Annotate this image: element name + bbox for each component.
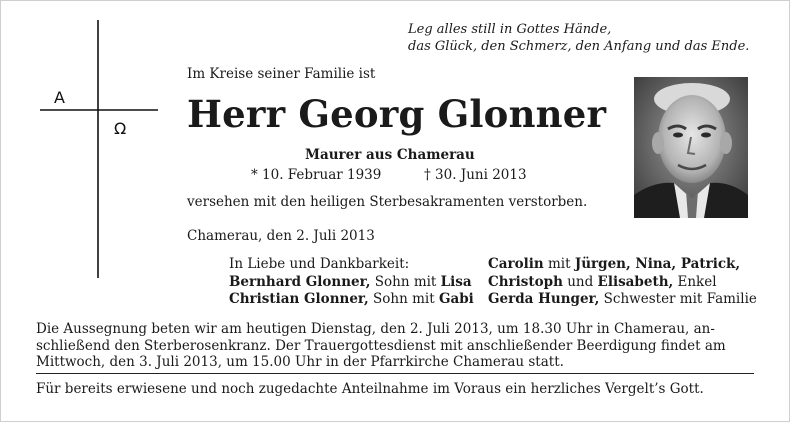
mourner-line <box>488 256 757 274</box>
sacraments-text: versehen mit den heiligen Sterbesakramenten verstorben. <box>187 194 588 210</box>
mourner-line <box>488 291 757 309</box>
alpha-symbol: A <box>54 88 65 107</box>
mourner-name: Carolin <box>488 256 544 272</box>
service-line-2: schließend den Sterberosenkranz. Der Trauergottesdienst mit anschließender Beerdigung findet am <box>36 337 726 354</box>
mourner-name: Christian Glonner, <box>229 291 369 307</box>
occupation: Maurer aus Chamerau <box>305 147 475 163</box>
mourner-partner: Jürgen, Nina, Patrick, <box>574 256 741 272</box>
intro-text: Im Kreise seiner Familie ist <box>187 66 376 82</box>
mourner-partner: Lisa <box>440 273 472 290</box>
death-date: † 30. Juni 2013 <box>424 167 527 183</box>
service-line-3: Mittwoch, den 3. Juli 2013, um 15.00 Uhr in der Pfarrkirche Chamerau statt. <box>36 354 564 370</box>
divider <box>36 373 754 374</box>
mourner-name: Christoph <box>488 273 563 290</box>
mourner-line <box>229 274 474 292</box>
mourners-heading: In Liebe und Dankbarkeit: <box>229 256 410 272</box>
mourner-relation: Sohn mit <box>370 273 441 290</box>
mourner-relation: Sohn mit <box>368 291 439 307</box>
service-line-1: Die Aussegnung beten wir am heutigen Dienstag, den 2. Juli 2013, um 18.30 Uhr in Chamerau, an- <box>36 321 715 337</box>
omega-symbol: Ω <box>114 119 127 138</box>
mourner-relation: Enkel <box>673 273 717 290</box>
deceased-name: Herr Georg Glonner <box>187 92 607 136</box>
portrait-photo <box>634 77 748 218</box>
mourner-line <box>488 274 757 292</box>
mourner-line <box>229 291 474 309</box>
verse <box>408 21 749 55</box>
mourner-relation: mit <box>543 256 575 272</box>
birth-date: * 10. Februar 1939 <box>251 167 382 183</box>
place-date: Chamerau, den 2. Juli 2013 <box>187 228 375 244</box>
mourner-relation: und <box>562 273 598 290</box>
mourner-name: Gerda Hunger, <box>488 291 600 307</box>
mourner-partner: Elisabeth, <box>597 273 674 290</box>
mourner-partner: Gabi <box>438 291 474 307</box>
service-details <box>36 321 754 371</box>
cross-icon <box>40 20 160 280</box>
mourner-name: Bernhard Glonner, <box>229 273 371 290</box>
mourners-left <box>229 256 474 309</box>
mourners-right <box>488 256 757 309</box>
verse-line-2: das Glück, den Schmerz, den Anfang und das Ende. <box>408 39 750 54</box>
thanks-text: Für bereits erwiesene und noch zugedachte Anteilnahme im Voraus ein herzliches Vergelt’s Gott. <box>36 381 704 397</box>
verse-line-1: Leg alles still in Gottes Hände, <box>408 22 612 37</box>
mourner-relation: Schwester mit Familie <box>599 291 757 307</box>
